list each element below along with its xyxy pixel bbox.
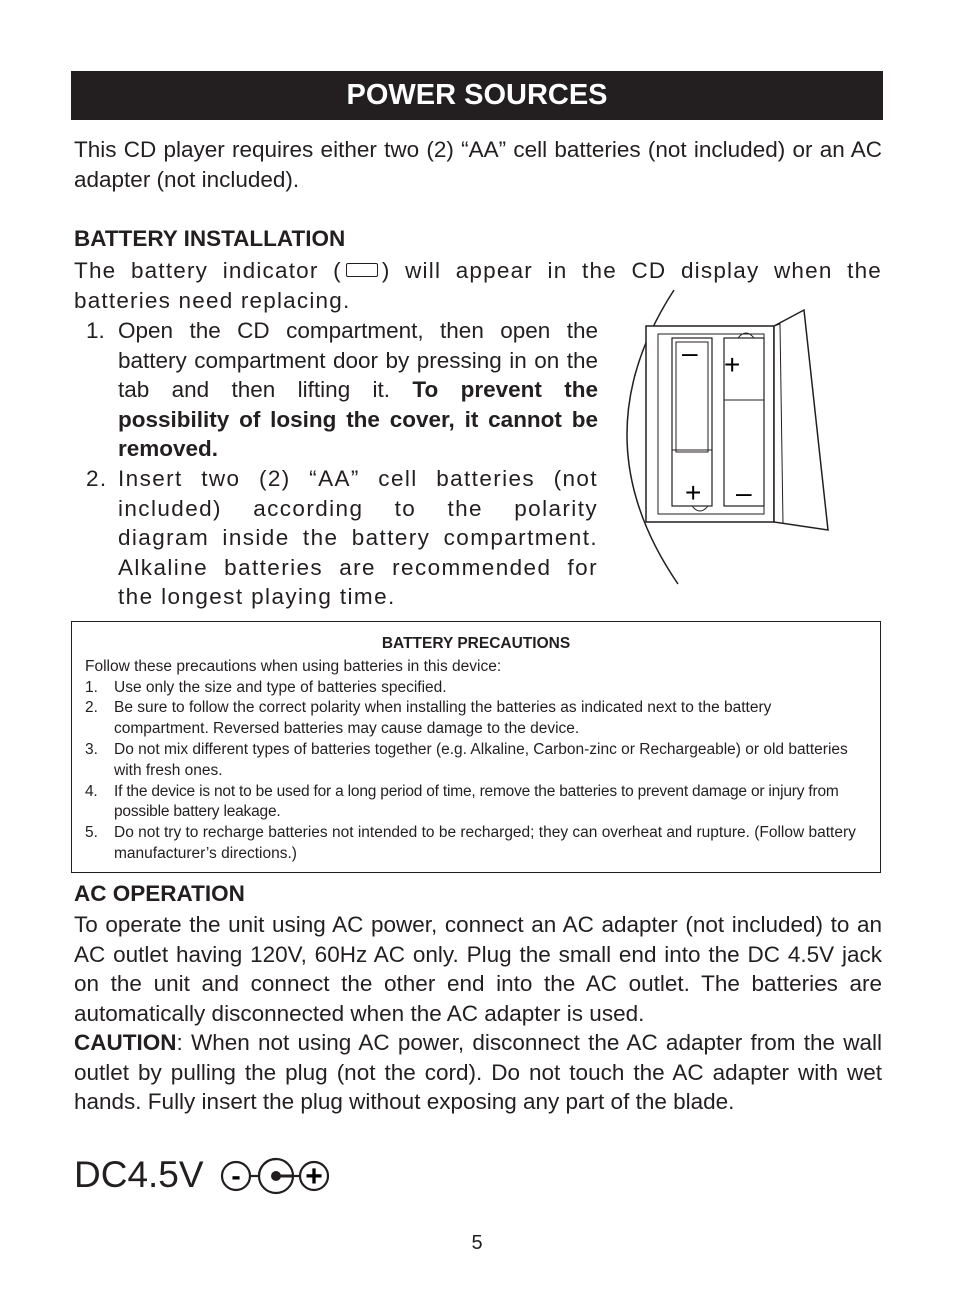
ac-operation-paragraph: To operate the unit using AC power, connect an AC adapter (not included) to an AC outlet having 120V, 60Hz AC only. Plug the small end into the DC 4.5V jack on the unit and connect the other end into the AC outlet. The batteries are automatically disconnected when the AC adapter is used. bbox=[74, 912, 882, 1026]
caution-label: CAUTION bbox=[74, 1030, 177, 1055]
battery-indicator-paragraph: The battery indicator ( ) will appear in the CD display when the batteries need replacing. bbox=[74, 258, 883, 313]
battery-steps-list bbox=[86, 316, 598, 612]
list-item: 4. If the device is not to be used for a long period of time, remove the batteries to prevent damage or injury from possible battery leakage. bbox=[85, 782, 839, 821]
list-item: 1. Open the CD compartment, then open the battery compartment door by pressing in on the tab and then lifting it. To prevent the possibility of losing the cover, it cannot be removed. bbox=[86, 318, 598, 462]
dc-voltage-label: DC4.5V bbox=[74, 1154, 204, 1195]
battery-precautions-box bbox=[71, 621, 881, 873]
battery-installation-heading: BATTERY INSTALLATION bbox=[74, 226, 346, 251]
plus-symbol: + bbox=[305, 1160, 323, 1193]
battery-minus-label: – bbox=[682, 337, 698, 368]
caution-paragraph: CAUTION: When not using AC power, disconnect the AC adapter from the wall outlet by pulling the plug (not the cord). Do not touch the AC adapter with wet hands. Fully insert the plug without exposing any part of the blade. bbox=[74, 1030, 882, 1115]
intro-paragraph: This CD player requires either two (2) “AA” cell batteries (not included) or an AC adapter (not included). bbox=[74, 137, 882, 192]
warning-text: To prevent the possibility of losing the cover, it cannot be removed. bbox=[118, 377, 598, 462]
battery-minus-label: – bbox=[736, 477, 752, 508]
list-item: 2. Be sure to follow the correct polarity when installing the batteries as indicated next to the battery compartment. Reversed batteries may cause damage to the device. bbox=[85, 699, 772, 738]
list-item: 3. Do not mix different types of batteries together (e.g. Alkaline, Carbon-zinc or Rechargeable) or old batteries with fresh ones. bbox=[85, 740, 848, 779]
page-number: 5 bbox=[471, 1232, 483, 1254]
list-item: 1. Use only the size and type of batteries specified. bbox=[85, 678, 447, 696]
precautions-list bbox=[72, 678, 880, 865]
dc-polarity-icon bbox=[218, 1153, 330, 1199]
battery-plus-label: + bbox=[724, 349, 741, 380]
battery-compartment-diagram bbox=[600, 288, 840, 588]
ac-operation-heading: AC OPERATION bbox=[74, 881, 245, 906]
battery-plus-label: + bbox=[685, 477, 702, 508]
list-item: 5. Do not try to recharge batteries not intended to be recharged; they can overheat and rupture. (Follow battery manufacturer’s directions.) bbox=[85, 824, 856, 862]
minus-symbol: - bbox=[231, 1160, 241, 1191]
precautions-title: BATTERY PRECAUTIONS bbox=[381, 635, 571, 652]
battery-indicator-icon bbox=[346, 263, 378, 277]
section-title-banner: POWER SOURCES bbox=[71, 71, 883, 120]
precautions-intro: Follow these precautions when using batteries in this device: bbox=[85, 657, 502, 675]
list-item: 2. Insert two (2) “AA” cell batteries (not included) according to the polarity diagram inside the battery compartment. Alkaline batteries are recommended for the longest playing time. bbox=[86, 465, 598, 610]
